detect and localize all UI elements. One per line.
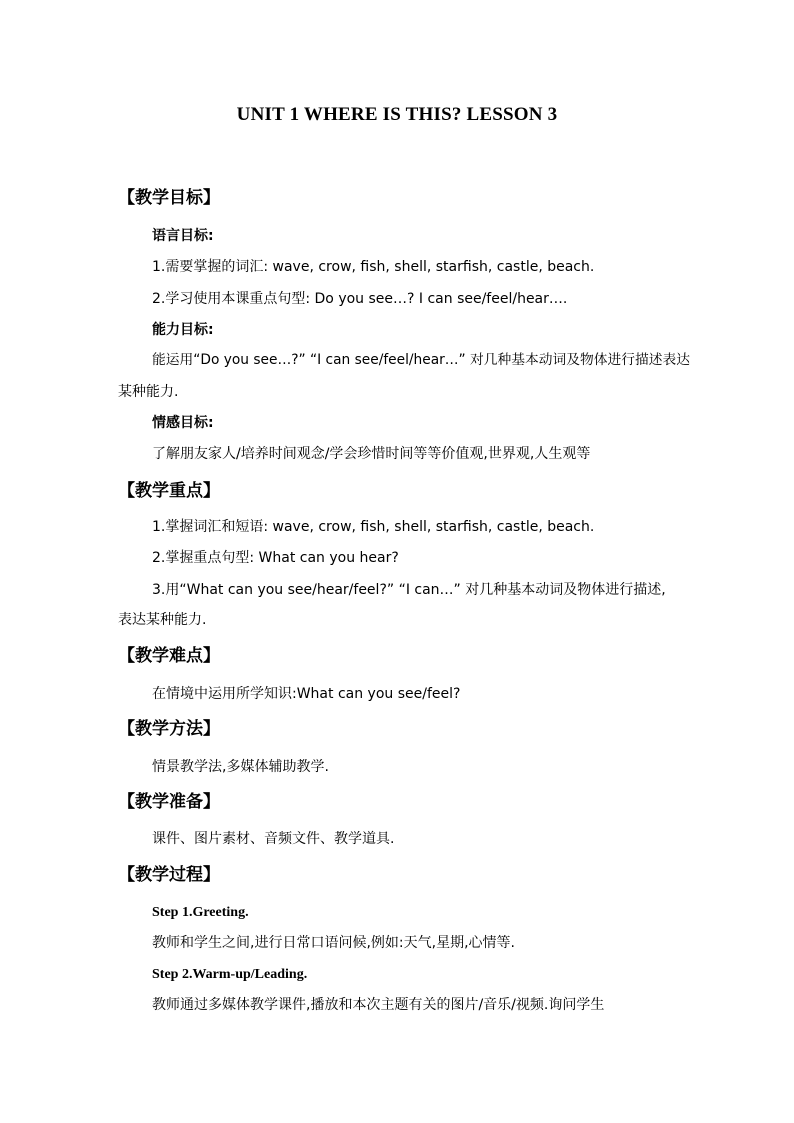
step-2-label: Step 2.Warm-up/Leading. [152, 967, 308, 982]
section-heading-difficulties: 【教学难点】 [118, 646, 220, 666]
step-1-label: Step 1.Greeting. [152, 905, 249, 920]
paragraph-key-usage-line-1: 3.用“What can you see/hear/feel?” “I can…” 对几种基本动词及物体进行描述, [152, 582, 666, 598]
paragraph-methods: 情景教学法,多媒体辅助教学. [152, 759, 329, 775]
paragraph-difficulties: 在情境中运用所学知识:What can you see/feel? [152, 686, 461, 702]
document-title: UNIT 1 WHERE IS THIS? LESSON 3 [236, 104, 558, 125]
section-heading-process: 【教学过程】 [118, 865, 220, 885]
step-1-text: 教师和学生之间,进行日常口语问候,例如:天气,星期,心情等. [152, 935, 515, 951]
paragraph-emotion: 了解朋友家人/培养时间观念/学会珍惜时间等等价值观,世界观,人生观等 [152, 446, 591, 462]
section-heading-preparation: 【教学准备】 [118, 792, 220, 812]
section-heading-objectives: 【教学目标】 [118, 188, 220, 208]
paragraph-ability-line-1: 能运用“Do you see…?” “I can see/feel/hear…” 对几种基本动词及物体进行描述表达 [152, 352, 691, 368]
subheading-language-objectives: 语言目标: [152, 228, 214, 244]
section-heading-key-points: 【教学重点】 [118, 481, 220, 501]
subheading-ability-objectives: 能力目标: [152, 322, 214, 338]
step-2-text: 教师通过多媒体教学课件,播放和本次主题有关的图片/音乐/视频.询问学生 [152, 997, 605, 1013]
paragraph-key-vocabulary: 1.掌握词汇和短语: wave, crow, fish, shell, starfish, castle, beach. [152, 519, 595, 535]
paragraph-key-usage-line-2: 表达某种能力. [118, 612, 207, 628]
section-heading-methods: 【教学方法】 [118, 719, 220, 739]
paragraph-sentence-patterns: 2.学习使用本课重点句型: Do you see…? I can see/feel/hear…. [152, 291, 568, 307]
paragraph-vocabulary: 1.需要掌握的词汇: wave, crow, fish, shell, starfish, castle, beach. [152, 259, 595, 275]
paragraph-preparation: 课件、图片素材、音频文件、教学道具. [152, 831, 395, 847]
paragraph-ability-line-2: 某种能力. [118, 384, 179, 400]
paragraph-key-sentence: 2.掌握重点句型: What can you hear? [152, 550, 399, 566]
subheading-emotion-objectives: 情感目标: [152, 415, 214, 431]
